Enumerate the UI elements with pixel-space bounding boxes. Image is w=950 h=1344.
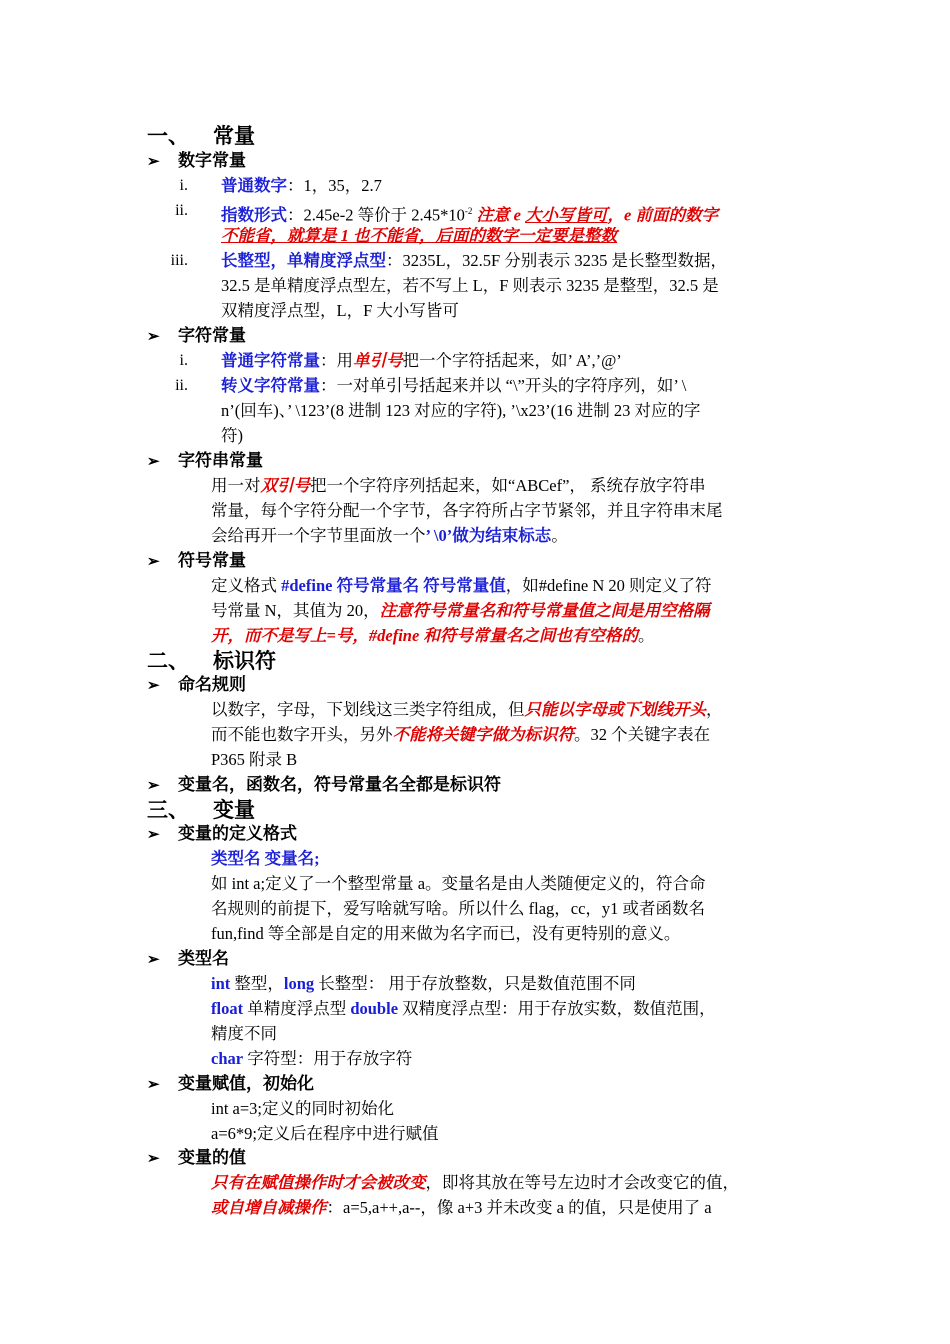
text-line: 常量，每个字符分配一个字节，各字符所占字节紧邻，并且字符串末尾	[211, 501, 723, 520]
arrow-bullet-icon: ➢	[147, 678, 160, 694]
text-line: 名规则的前提下，爱写啥就写啥。所以什么 flag，cc，y1 或者函数名	[211, 899, 706, 918]
arrow-bullet-icon: ➢	[147, 778, 160, 794]
section-heading-2	[147, 648, 276, 674]
bullet-heading	[147, 1146, 246, 1171]
section-title: 变量	[213, 798, 255, 822]
text-line: 类型名 变量名;	[211, 849, 320, 868]
text-line: 不能省，就算是 1 也不能省，后面的数字一定要是整数	[221, 226, 617, 245]
text-line: 指数形式：2.45e-2 等价于 $2.45*10^{-2}$ 注意 e 大小写皆可，e 前面的数字	[221, 205, 718, 225]
text-line: 32.5 是单精度浮点型左，若不写上 L，F 则表示 3235 是整型，32.5 是	[221, 276, 719, 295]
bullet-heading	[147, 1072, 314, 1097]
list-numeral: ii.	[175, 202, 188, 219]
bullet-heading	[147, 822, 297, 847]
text-line: 或自增自减操作：a=5,a++,a--，像 a+3 并未改变 a 的值，只是使用了 a	[211, 1198, 712, 1217]
section-number: 二、	[147, 649, 189, 673]
text-line: 双精度浮点型，L，F 大小写皆可	[221, 301, 459, 320]
arrow-bullet-icon: ➢	[147, 827, 160, 843]
bullet-heading	[147, 149, 246, 174]
text-line: 长整型，单精度浮点型：3235L，32.5F 分别表示 3235 是长整型数据，	[221, 251, 728, 270]
list-numeral: i.	[179, 352, 188, 369]
bullet-heading	[147, 449, 263, 474]
arrow-bullet-icon: ➢	[147, 952, 160, 968]
bullet-text: 变量名，函数名，符号常量名全都是标识符	[178, 775, 501, 794]
bullet-text: 变量的定义格式	[178, 824, 297, 843]
list-numeral: ii.	[175, 377, 188, 394]
bullet-heading	[147, 773, 501, 798]
section-title: 常量	[213, 124, 255, 148]
list-numeral: iii.	[170, 252, 188, 269]
text-line: 如 int a;定义了一个整型常量 a。变量名是由人类随便定义的，符合命	[211, 874, 706, 893]
text-line: a=6*9;定义后在程序中进行赋值	[211, 1124, 439, 1143]
text-line: 精度不同	[211, 1024, 277, 1043]
bullet-text: 变量的值	[178, 1148, 246, 1167]
arrow-bullet-icon: ➢	[147, 454, 160, 470]
text-line: n’(回车)、’ \123’(8 进制 123 对应的字符), ’\x23’(16 进制 23 对应的字	[221, 401, 701, 420]
section-title: 标识符	[213, 649, 276, 673]
text-line: 会给再开一个字节里面放一个’ \0’做为结束标志。	[211, 526, 568, 545]
section-heading-1	[147, 123, 255, 149]
text-line: 普通字符常量：用单引号把一个字符括起来，如’ A’,’@’	[221, 351, 622, 370]
section-number: 一、	[147, 124, 189, 148]
text-line: 定义格式 #define 符号常量名 符号常量值，如#define N 20 则定义了符	[211, 576, 712, 595]
bullet-text: 字符常量	[178, 326, 246, 345]
section-heading-3	[147, 797, 255, 823]
bullet-heading	[147, 324, 246, 349]
text-line: 只有在赋值操作时才会被改变，即将其放在等号左边时才会改变它的值，	[211, 1173, 739, 1192]
bullet-text: 符号常量	[178, 551, 246, 570]
bullet-text: 类型名	[178, 949, 229, 968]
text-line: 以数字，字母，下划线这三类字符组成，但只能以字母或下划线开头，	[211, 700, 723, 719]
bullet-heading	[147, 947, 229, 972]
text-line: 普通数字：1，35，2.7	[221, 176, 382, 195]
list-numeral: i.	[179, 177, 188, 194]
text-line: 用一对双引号把一个字符序列括起来，如“ABCef”， 系统存放字符串	[211, 476, 706, 495]
arrow-bullet-icon: ➢	[147, 1151, 160, 1167]
text-line: 符)	[221, 426, 243, 445]
text-line: 开，而不是写上=号，#define 和符号常量名之间也有空格的。	[211, 626, 655, 645]
text-line: 号常量 N，其值为 20，注意符号常量名和符号常量值之间是用空格隔	[211, 601, 710, 620]
text-line: float 单精度浮点型 double 双精度浮点型：用于存放实数，数值范围，	[211, 999, 716, 1018]
bullet-heading	[147, 549, 246, 574]
text-line: char 字符型：用于存放字符	[211, 1049, 413, 1068]
bullet-text: 命名规则	[178, 675, 246, 694]
arrow-bullet-icon: ➢	[147, 154, 160, 170]
text-line: int 整型，long 长整型： 用于存放整数，只是数值范围不同	[211, 974, 636, 993]
text-line: P365 附录 B	[211, 750, 298, 769]
text-line: int a=3;定义的同时初始化	[211, 1099, 395, 1118]
text-line: 转义字符常量：一对单引号括起来并以 “\”开头的字符序列，如’ \	[221, 376, 687, 395]
text-line: 而不能也数字开头，另外不能将关键字做为标识符。32 个关键字表在	[211, 725, 711, 744]
section-number: 三、	[147, 798, 189, 822]
bullet-text: 数字常量	[178, 151, 246, 170]
bullet-text: 变量赋值，初始化	[178, 1074, 314, 1093]
arrow-bullet-icon: ➢	[147, 329, 160, 345]
arrow-bullet-icon: ➢	[147, 1077, 160, 1093]
bullet-text: 字符串常量	[178, 451, 263, 470]
bullet-heading	[147, 673, 246, 698]
arrow-bullet-icon: ➢	[147, 554, 160, 570]
text-line: fun,find 等全部是自定的用来做为名字而已，没有更特别的意义。	[211, 924, 681, 943]
